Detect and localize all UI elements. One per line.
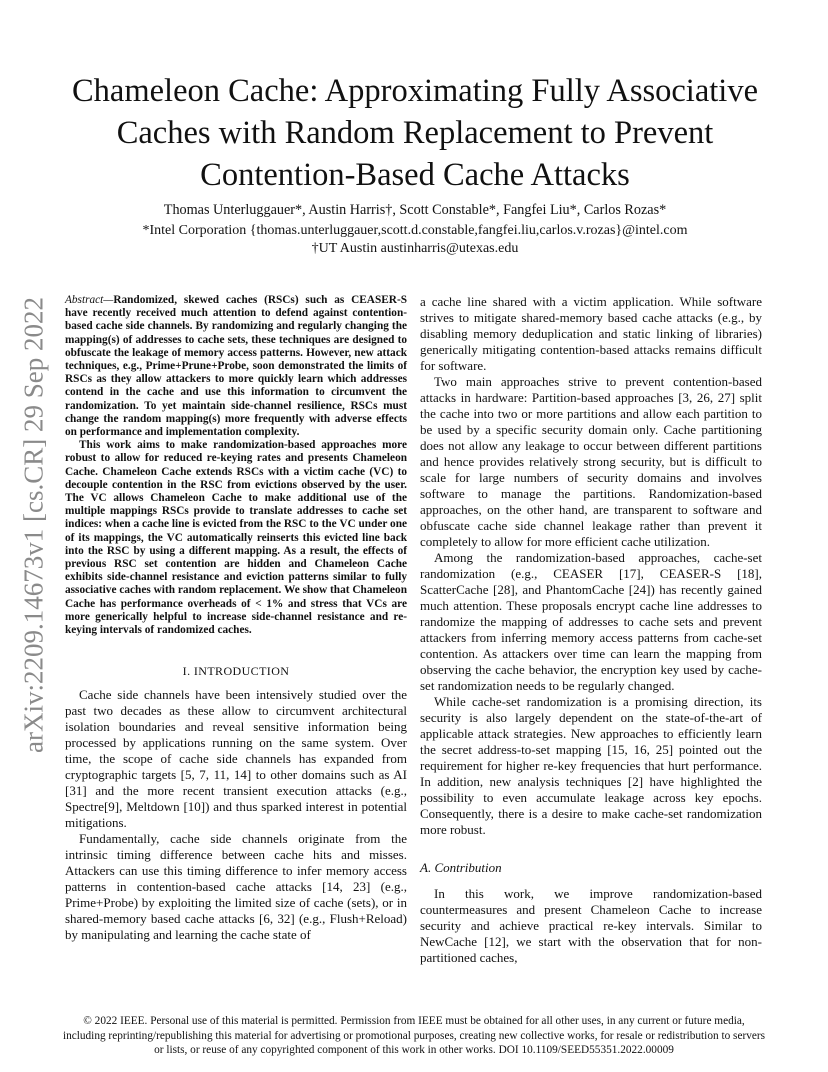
intro-paragraph-1: Cache side channels have been intensively studied over the past two decades as these allow to circumvent architectural isolation boundaries and reveal sensitive information being processed by applications running on the same system. Over time, the scope of cache side channels has expanded from cryptographic targets [5, 7, 11, 14] to other domains such as AI [31] and the more recent transient execution attacks (e.g., Spectre[9], Meltdown [10]) and thus sparked interest in potential mitigations. bbox=[65, 687, 407, 831]
subsection-heading-contribution: A. Contribution bbox=[420, 860, 502, 875]
right-paragraph-2: Two main approaches strive to prevent contention-based attacks in hardware: Partition-based approaches [3, 26, 27] split the cache into two or more partitions and allow each partition to be used by a specific security domain only. Cache partitioning does not allow any leakage to occur between different partitions and hence provides relatively strong security, but is difficult to scale for large numbers of security domains and involves software to manage the partitions. Randomization-based approaches, on the other hand, are transparent to software and obfuscate cache side channel leakage rather than prevent it completely to allow for more efficient cache utilization. bbox=[420, 374, 762, 549]
right-paragraph-3: Among the randomization-based approaches, cache-set randomization (e.g., CEASER [17], CEASER-S [18], ScatterCache [28], and PhantomCache [24]) has recently gained much attention. These proposals encrypt cache line addresses to randomize the mapping of addresses to cache sets and prevent attackers from inferring memory access patterns from cache-set contention. As attackers over time can learn the mapping from observing the cache behavior, the encryption key used by cache-set randomization needs to be regularly changed. bbox=[420, 550, 762, 693]
affiliation-ut: †UT Austin austinharris@utexas.edu bbox=[311, 241, 519, 256]
affiliation-intel: *Intel Corporation {thomas.unterluggauer,scott.d.constable,fangfei.liu,carlos.v.rozas}@intel.com bbox=[142, 223, 688, 238]
arxiv-id: arXiv:2209.14673v1 [cs.CR] 29 Sep 2022 bbox=[18, 297, 49, 753]
section-heading-introduction: I. INTRODUCTION bbox=[182, 664, 290, 679]
intro-paragraph-2: Fundamentally, cache side channels originate from the intrinsic timing difference between cache hits and misses. Attackers can use this timing difference to infer memory access patterns in contention-based cache attacks [14, 23] (e.g., Prime+Probe) by exploiting the limited size of cache (sets), or in shared-memory based cache attacks [6, 32] (e.g., Flush+Reload) by manipulating and learning the cache state of bbox=[65, 831, 407, 943]
abstract-label: Abstract— bbox=[65, 294, 114, 306]
copyright-footer: © 2022 IEEE. Personal use of this material is permitted. Permission from IEEE must be obtained for all other uses, in any current or future media, including reprinting/republishing this material for advertising or promotional purposes, creating new collective works, for resale or redistribution to servers or lists, or reuse of any copyrighted component of this work in other works. DOI 10.1109/SEED55351.2022.00009 bbox=[62, 1015, 766, 1056]
author-list: Thomas Unterluggauer*, Austin Harris†, Scott Constable*, Fangfei Liu*, Carlos Rozas* bbox=[163, 202, 667, 218]
arxiv-sidebar bbox=[14, 290, 54, 760]
left-column bbox=[65, 294, 407, 943]
abstract-paragraph-2: This work aims to make randomization-based approaches more robust to allow for reduced re-keying rates and presents Chameleon Cache. Chameleon Cache extends RSCs with a victim cache (VC) to decouple contention in the RSC from evictions observed by the user. The VC allows Chameleon Cache to make additional use of the multiple mappings RSCs provide to translate addresses to cache set indices: when a cache line is evicted from the RSC to the VC under one of its mappings, the VC automatically reinserts this evicted line back into the RSC by using a different mapping. As a result, the effects of previous RSC set contention are hidden and Chameleon Cache exhibits side-channel resistance and eviction patterns similar to fully associative caches with random replacement. We show that Chameleon Cache has performance overheads of < 1% and stress that VCs are more generically helpful to increase side-channel resistance and re-keying intervals of randomized caches. bbox=[65, 439, 407, 637]
abstract-paragraph-1 bbox=[65, 294, 407, 439]
abstract-text-1: Randomized, skewed caches (RSCs) such as CEASER-S have recently received much attention to defend against contention-based cache side channels. By randomizing and regularly changing the mapping(s) of addresses to cache sets, these techniques are designed to obfuscate the leakage of memory access patterns. However, new attack techniques, e.g., Prime+Prune+Probe, soon demonstrated the limits of RSCs as they allow attackers to more quickly learn which addresses contend in the cache and use this information to circumvent the randomization. To yet maintain side-channel resilience, RSCs must change the random mapping(s) more frequently with adverse effects on performance and implementation complexity. bbox=[65, 294, 407, 439]
affiliations bbox=[60, 222, 770, 258]
abstract bbox=[65, 294, 407, 637]
right-paragraph-1: a cache line shared with a victim application. While software strives to mitigate shared-memory based cache attacks (e.g., by disabling memory deduplication and static linking of libraries) generically mitigating contention-based attacks remains difficult for software. bbox=[420, 294, 762, 373]
paper-title: Chameleon Cache: Approximating Fully Associative Caches with Random Replacement to Prevent Contention-Based Cache Attacks bbox=[71, 73, 758, 193]
right-paragraph-5: In this work, we improve randomization-based countermeasures and present Chameleon Cache to increase security and achieve practical re-key intervals. Similar to NewCache [12], we start with the observation that for non-partitioned caches, bbox=[420, 886, 762, 965]
right-paragraph-4: While cache-set randomization is a promising direction, its security is also largely dependent on the state-of-the-art of applicable attack strategies. New approaches to efficiently learn the secret address-to-set mapping [15, 16, 25] pointed out the requirement for higher re-key frequencies that hurt performance. In addition, new analysis techniques [2] have highlighted the possibility to even accumulate leakage across key epochs. Consequently, there is a desire to make cache-set randomization more robust. bbox=[420, 694, 762, 837]
right-column bbox=[420, 294, 762, 966]
